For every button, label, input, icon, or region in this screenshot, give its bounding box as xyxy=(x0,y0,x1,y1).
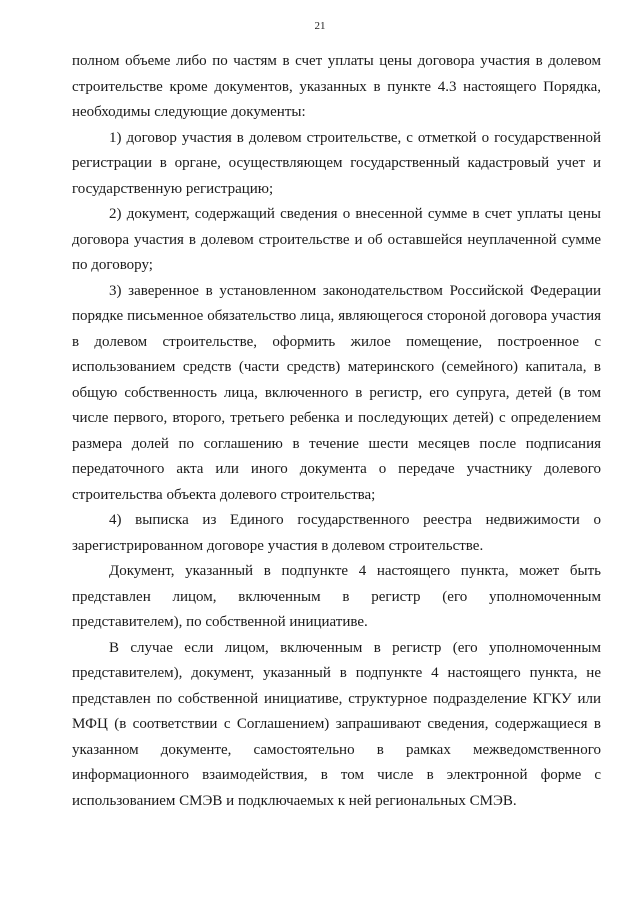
paragraph-note-1: Документ, указанный в подпункте 4 настоящего пункта, может быть представлен лицом, включенным в регистр (его уполномоченным представителем), по собственной инициативе. xyxy=(72,563,601,630)
page-number: 21 xyxy=(314,20,326,32)
paragraph-intro: полном объеме либо по частям в счет уплаты цены договора участия в долевом строительстве кроме документов, указанных в пункте 4.3 настоящего Порядка, необходимы следующие документы: xyxy=(72,53,601,120)
list-item-3: 3) заверенное в установленном законодательством Российской Федерации порядке письменное обязательство лица, являющегося стороной договора участия в долевом строительстве, оформить жилое помещение, построенное с использованием средств (части средств) материнского (семейного) капитала, в общую собственность лица, включенного в регистр, его супруга, детей (в том числе первого, второго, третьего ребенка и последующих детей) с определением размера долей по соглашению в течение шести месяцев после подписания передаточного акта или иного документа о передаче участнику долевого строительства объекта долевого строительства; xyxy=(72,282,601,503)
document-body xyxy=(72,49,601,814)
list-item-2: 2) документ, содержащий сведения о внесенной сумме в счет уплаты цены договора участия в долевом строительстве и об оставшейся неуплаченной сумме по договору; xyxy=(72,206,601,273)
list-item-1: 1) договор участия в долевом строительстве, с отметкой о государственной регистрации в органе, осуществляющем государственный кадастровый учет и государственную регистрацию; xyxy=(72,129,601,197)
paragraph-note-2: В случае если лицом, включенным в регистр (его уполномоченным представителем), документ, указанный в подпункте 4 настоящего пункта, не представлен по собственной инициативе, структурное подразделение КГКУ или МФЦ (в соответствии с Соглашением) запрашивают сведения, содержащиеся в указанном документе, самостоятельно в рамках межведомственного информационного взаимодействия, в том числе в электронной форме с использованием СМЭВ и подключаемых к ней региональных СМЭВ. xyxy=(72,639,601,809)
list-item-4: 4) выписка из Единого государственного реестра недвижимости о зарегистрированном договоре участия в долевом строительстве. xyxy=(72,512,601,554)
